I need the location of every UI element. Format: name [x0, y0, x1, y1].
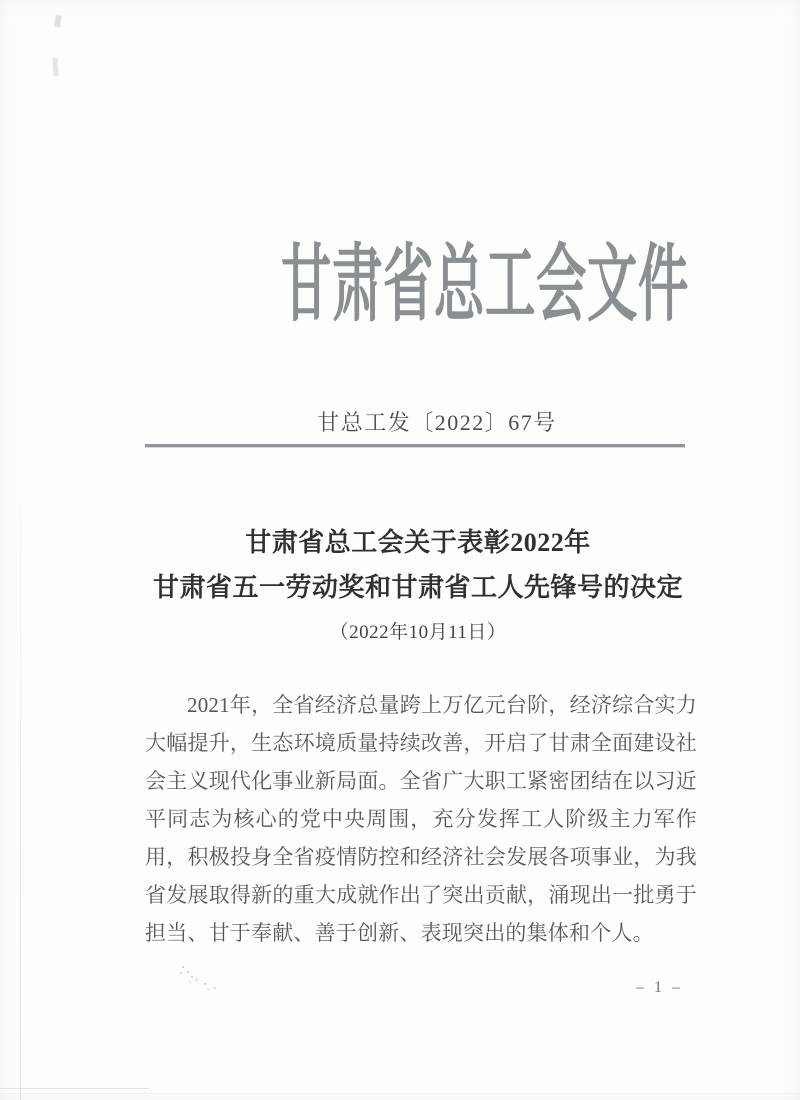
scan-edge-bottom	[0, 1088, 150, 1089]
body-paragraph: 2021年，全省经济总量跨上万亿元台阶，经济综合实力大幅提升，生态环境质量持续改善，开启了甘肃全面建设社会主义现代化事业新局面。全省广大职工紧密团结在以习近平同志为核心的党中央周围，充分发挥工人阶级主力军作用，积极投身全省疫情防控和经济社会发展各项事业，为我省发展取得新的重大成就作出了突出贡献，涌现出一批勇于担当、甘于奉献、善于创新、表现突出的集体和个人。	[145, 693, 697, 945]
scan-edge-left	[20, 0, 21, 1100]
document-number: 甘总工发〔2022〕67号	[317, 410, 557, 435]
main-title-line-2: 甘肃省五一劳动奖和甘肃省工人先锋号的决定	[152, 573, 683, 602]
scan-smudge-top-left-2	[52, 58, 58, 76]
letterhead-title: 甘肃省总工会文件	[281, 239, 690, 332]
pencil-specks-bottom-left	[182, 966, 184, 968]
main-title-block	[133, 520, 703, 648]
scan-smudge-top-left-1	[54, 15, 62, 28]
letterhead	[145, 238, 697, 333]
separator-rule	[145, 444, 685, 447]
main-title-line-1: 甘肃省总工会关于表彰2022年	[245, 528, 591, 557]
scan-edge-bottom-faint	[0, 1093, 800, 1094]
document-date: （2022年10月11日）	[329, 622, 507, 643]
page-number: – 1 –	[636, 979, 683, 996]
